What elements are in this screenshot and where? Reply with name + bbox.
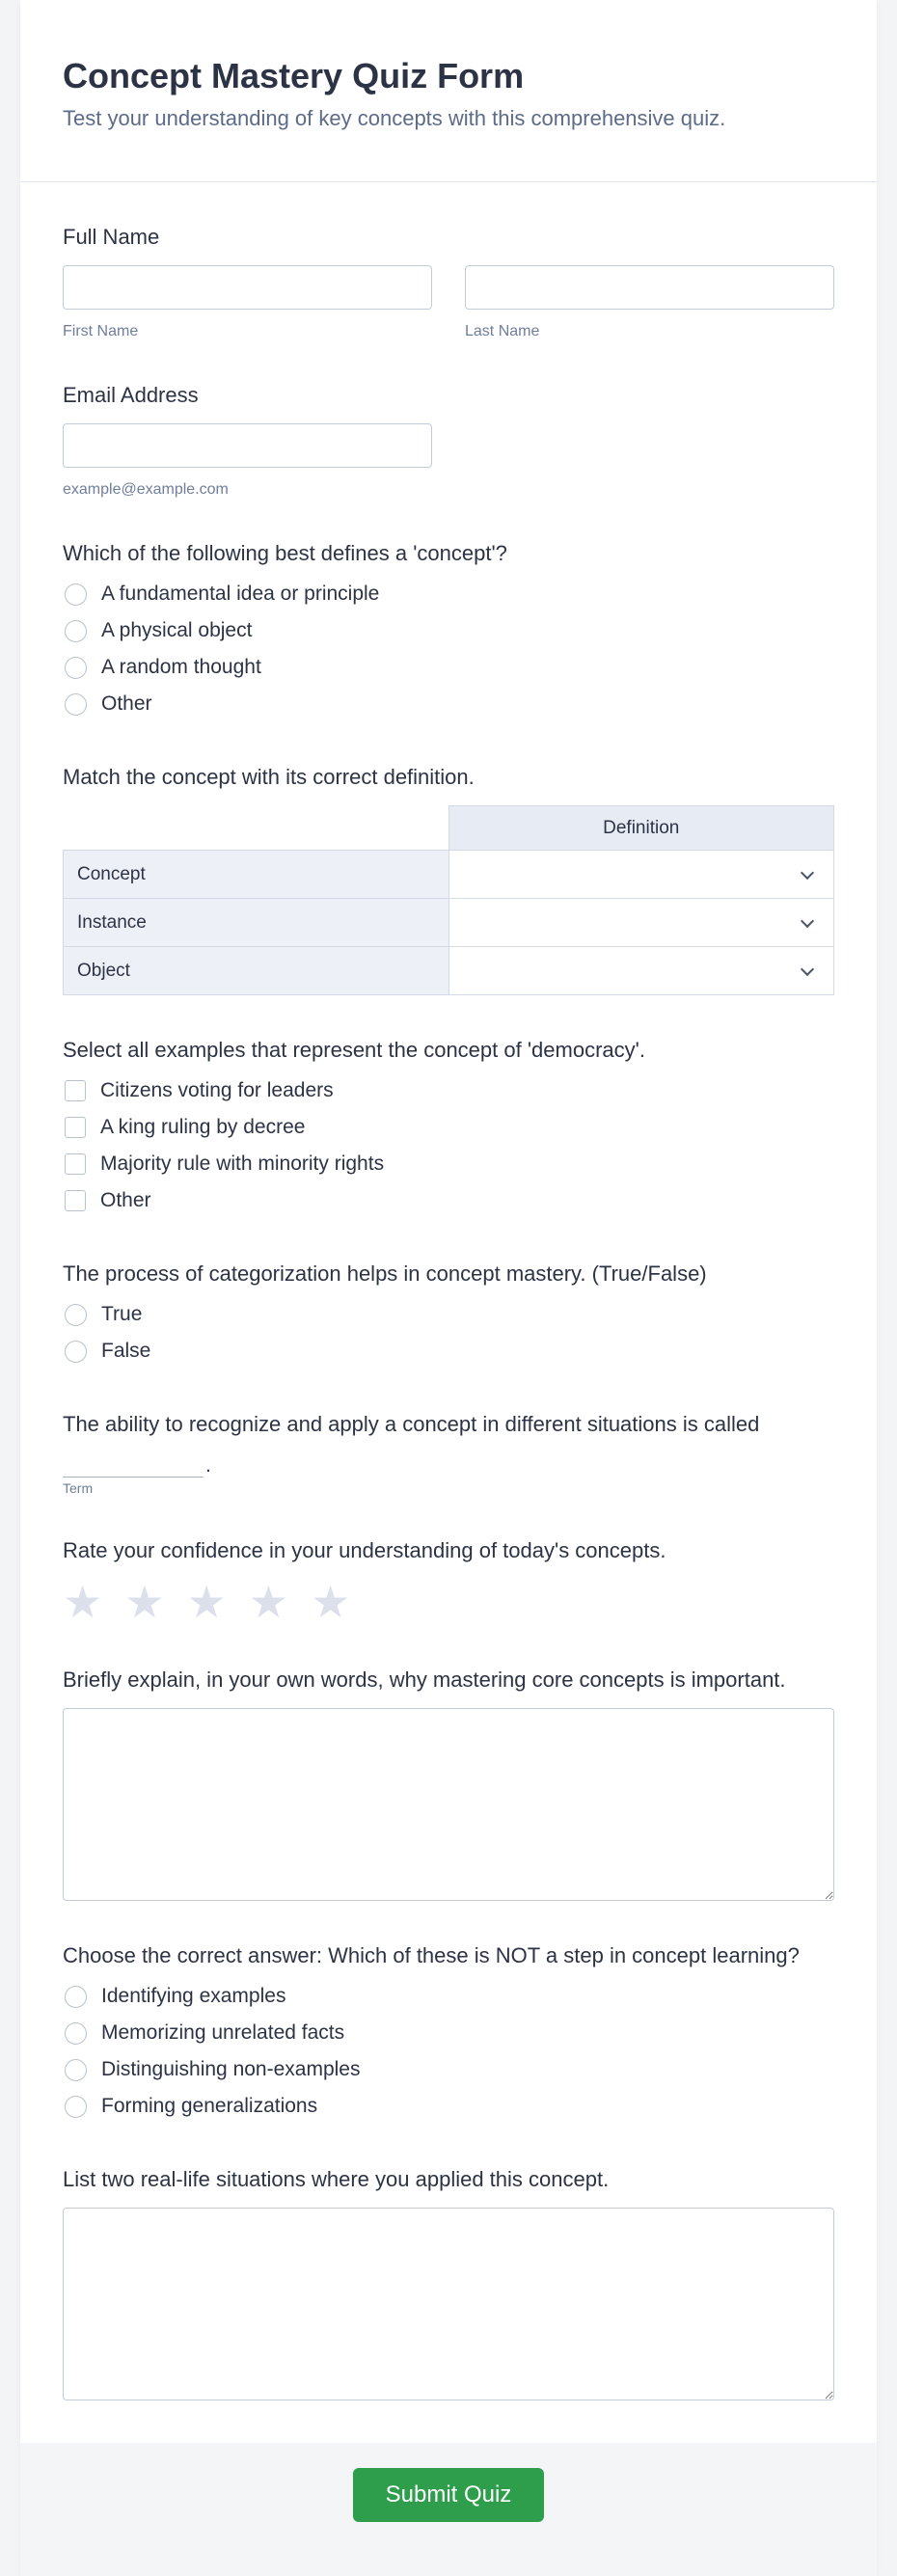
full-name-label: Full Name: [63, 225, 160, 249]
checkbox-icon[interactable]: [65, 1190, 86, 1211]
name-grid: [63, 265, 834, 340]
radio-option[interactable]: [63, 576, 834, 612]
radio-option-label: Distinguishing non-examples: [101, 2058, 361, 2080]
true-false-options: [63, 1296, 834, 1369]
match-definition-label: Match the concept with its correct definition.: [63, 765, 475, 789]
checkbox-option-label: Citizens voting for leaders: [100, 1079, 334, 1101]
star-icon[interactable]: ★: [63, 1577, 103, 1627]
first-name-input[interactable]: [63, 265, 432, 310]
checkbox-option-label: A king ruling by decree: [100, 1116, 306, 1138]
fill-blank-input[interactable]: [63, 1454, 204, 1478]
radio-icon[interactable]: [65, 2022, 87, 2045]
submit-button[interactable]: Submit Quiz: [353, 2468, 545, 2522]
radio-icon[interactable]: [65, 583, 87, 606]
first-name-sublabel: First Name: [63, 323, 139, 339]
explain-textarea[interactable]: [63, 1708, 834, 1901]
checkbox-option-label: Other: [100, 1189, 151, 1211]
question-email: [63, 383, 834, 499]
radio-option[interactable]: [63, 649, 834, 686]
radio-option-label: Memorizing unrelated facts: [101, 2021, 345, 2044]
question-match-definition: [63, 765, 834, 995]
define-concept-options: [63, 576, 834, 722]
checkbox-option[interactable]: [63, 1109, 834, 1146]
radio-option-label: A random thought: [101, 656, 261, 678]
radio-icon[interactable]: [65, 2096, 87, 2118]
question-confidence-rating: [63, 1538, 834, 1625]
email-input[interactable]: [63, 423, 432, 468]
match-table-corner: [64, 806, 449, 851]
radio-option[interactable]: [63, 2051, 834, 2088]
not-a-step-label: Choose the correct answer: Which of these is NOT a step in concept learning?: [63, 1943, 800, 1967]
first-name-group: [63, 265, 432, 340]
chevron-down-icon: [801, 913, 814, 927]
radio-option[interactable]: [63, 686, 834, 722]
star-icon[interactable]: ★: [248, 1577, 288, 1627]
question-explain-importance: [63, 1668, 834, 1901]
not-a-step-options: [63, 1978, 834, 2125]
radio-icon[interactable]: [65, 620, 87, 642]
checkbox-option[interactable]: [63, 1072, 834, 1109]
radio-option[interactable]: [63, 1333, 834, 1369]
page-subtitle: Test your understanding of key concepts with this comprehensive quiz.: [63, 106, 726, 130]
radio-option-label: Identifying examples: [101, 1985, 286, 2007]
definition-select-instance[interactable]: [448, 899, 834, 947]
checkbox-icon[interactable]: [65, 1117, 86, 1138]
form-body: [20, 182, 877, 2443]
radio-option[interactable]: [63, 1978, 834, 2015]
radio-icon[interactable]: [65, 1304, 87, 1326]
checkbox-icon[interactable]: [65, 1153, 86, 1175]
checkbox-icon[interactable]: [65, 1080, 86, 1101]
fill-blank-row: [63, 1454, 834, 1496]
last-name-sublabel: Last Name: [465, 323, 540, 339]
rating-label: Rate your confidence in your understanding of today's concepts.: [63, 1538, 666, 1562]
radio-icon[interactable]: [65, 657, 87, 679]
match-row-label: Instance: [64, 899, 449, 947]
democracy-label: Select all examples that represent the concept of 'democracy'.: [63, 1038, 645, 1062]
last-name-input[interactable]: [465, 265, 834, 310]
democracy-options: [63, 1072, 834, 1219]
star-rating: [63, 1579, 834, 1625]
quiz-form-card: [20, 0, 877, 2576]
radio-option-label: False: [101, 1340, 151, 1362]
match-row-label: Concept: [64, 851, 449, 899]
true-false-label: The process of categorization helps in concept mastery. (True/False): [63, 1261, 707, 1286]
radio-option-label: A fundamental idea or principle: [101, 583, 380, 605]
chevron-down-icon: [801, 865, 814, 879]
define-concept-label: Which of the following best defines a 'concept'?: [63, 541, 507, 565]
explain-label: Briefly explain, in your own words, why mastering core concepts is important.: [63, 1668, 786, 1692]
radio-icon[interactable]: [65, 1341, 87, 1363]
star-icon[interactable]: ★: [186, 1577, 227, 1627]
question-fill-blank: [63, 1412, 834, 1496]
email-label: Email Address: [63, 383, 199, 407]
fill-blank-suffix: .: [205, 1454, 211, 1477]
question-full-name: [63, 225, 834, 340]
question-true-false: [63, 1261, 834, 1369]
fill-blank-label: The ability to recognize and apply a concept in different situations is called: [63, 1412, 760, 1436]
radio-option-label: A physical object: [101, 619, 253, 641]
radio-option-label: True: [101, 1303, 143, 1325]
match-row-label: Object: [64, 947, 449, 995]
radio-option[interactable]: [63, 2015, 834, 2051]
email-sublabel: example@example.com: [63, 481, 229, 498]
radio-icon[interactable]: [65, 693, 87, 716]
question-real-life-situations: [63, 2167, 834, 2400]
definition-select-object[interactable]: [448, 947, 834, 995]
match-column-header: Definition: [448, 806, 834, 851]
radio-icon[interactable]: [65, 1986, 87, 2008]
page-title: Concept Mastery Quiz Form: [63, 56, 525, 95]
star-icon[interactable]: ★: [311, 1577, 351, 1627]
table-row: [64, 851, 834, 899]
situations-textarea[interactable]: [63, 2208, 834, 2400]
question-democracy-examples: [63, 1038, 834, 1219]
question-define-concept: [63, 541, 834, 722]
chevron-down-icon: [801, 962, 814, 975]
form-footer: [20, 2443, 877, 2576]
checkbox-option[interactable]: [63, 1182, 834, 1219]
radio-icon[interactable]: [65, 2059, 87, 2081]
checkbox-option-label: Majority rule with minority rights: [100, 1152, 385, 1175]
match-table: [63, 805, 834, 995]
last-name-group: [465, 265, 834, 340]
situations-label: List two real-life situations where you applied this concept.: [63, 2167, 610, 2191]
radio-option[interactable]: [63, 1296, 834, 1333]
checkbox-option[interactable]: [63, 1146, 834, 1182]
definition-select-concept[interactable]: [448, 851, 834, 899]
table-row: [64, 899, 834, 947]
radio-option[interactable]: [63, 612, 834, 649]
radio-option[interactable]: [63, 2088, 834, 2125]
table-row: [64, 947, 834, 995]
radio-option-label: Other: [101, 692, 152, 715]
form-header: [20, 0, 877, 182]
fill-blank-sublabel: Term: [63, 1480, 94, 1496]
star-icon[interactable]: ★: [124, 1577, 165, 1627]
radio-option-label: Forming generalizations: [101, 2095, 318, 2117]
question-not-a-step: [63, 1943, 834, 2125]
